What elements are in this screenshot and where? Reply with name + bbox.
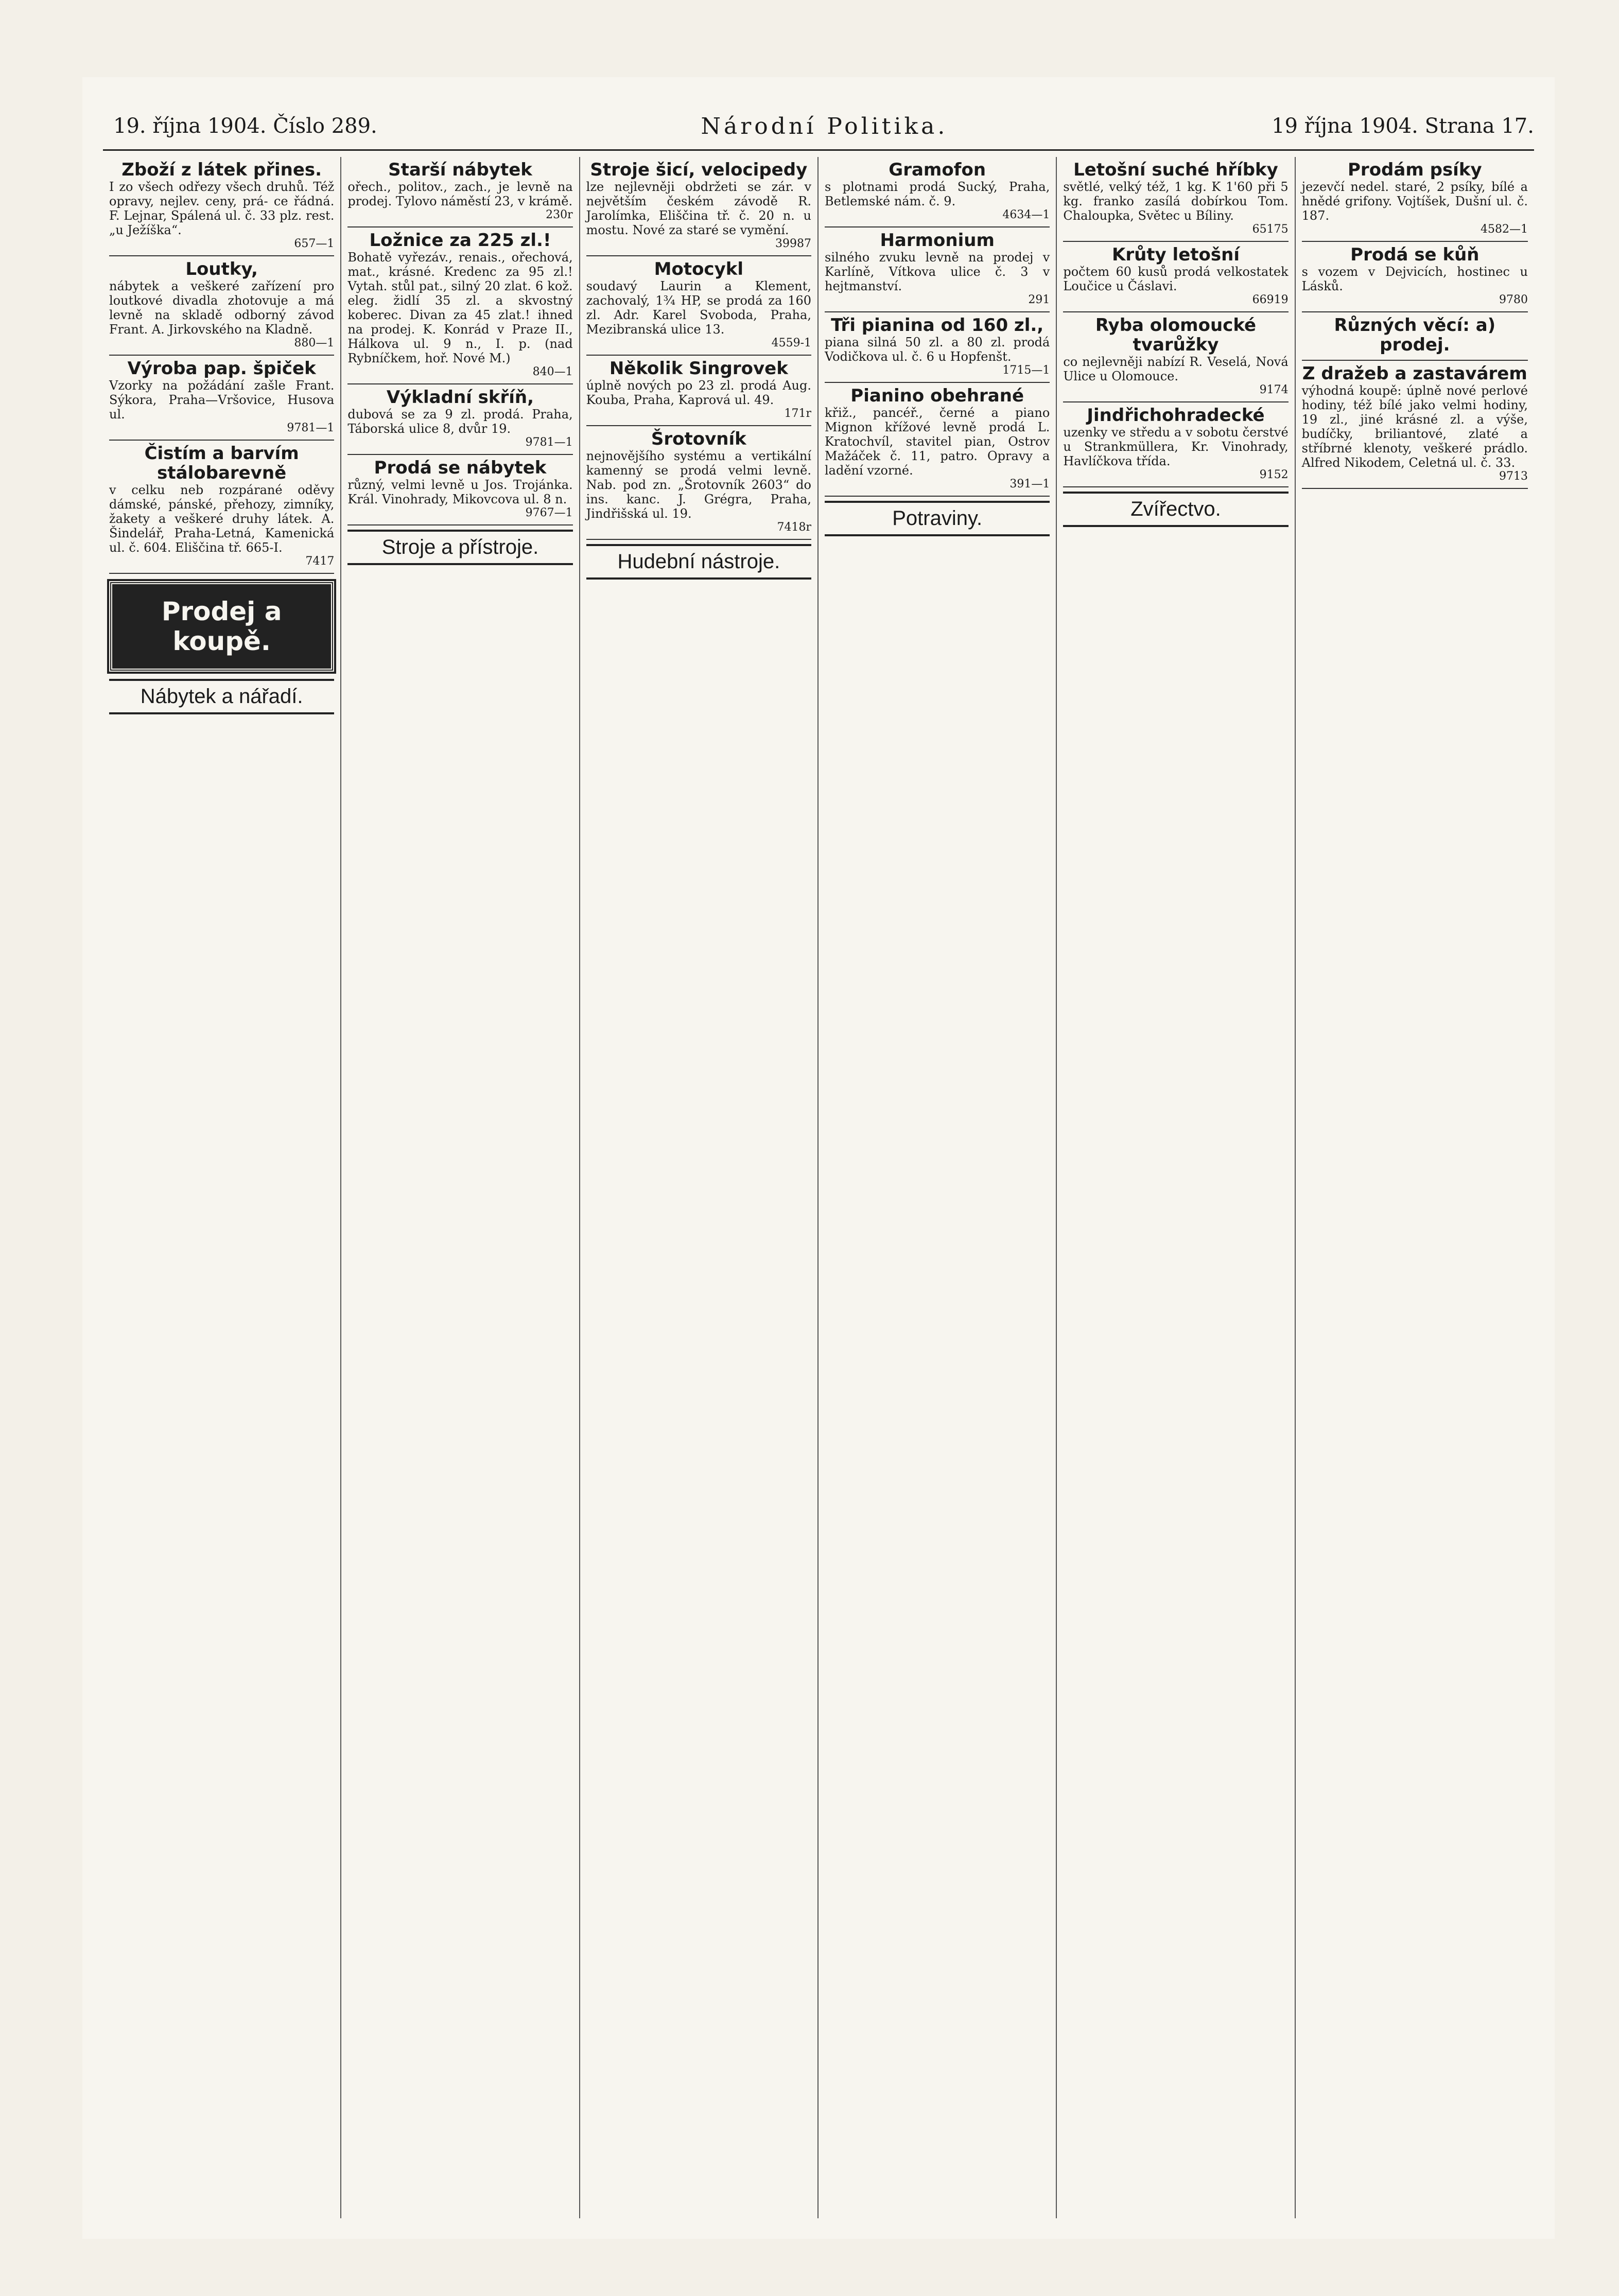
header-rule bbox=[103, 149, 1534, 151]
ad-title: Zboží z látek přines. bbox=[121, 160, 322, 180]
column-2 bbox=[341, 157, 580, 2218]
ad-text: s plotnami prodá Sucký, Praha, Betlemské nám. č. 9. bbox=[825, 180, 1050, 208]
classified-ad bbox=[347, 157, 572, 227]
ad-title: Gramofon bbox=[889, 160, 986, 180]
ad-text: piana silná 50 zl. a 80 zl. prodá Vodičkova ul. č. 6 u Hopfenšt. bbox=[825, 335, 1050, 364]
ad-code: 7418r bbox=[777, 521, 811, 534]
ad-text: nejnovějšího systému a vertikální kamenný se prodá velmi levně. Nab. pod zn. „Šrotovník 2603“ do ins. kanc. J. Grégra, Praha, Jindřišská ul. 19. bbox=[586, 449, 811, 521]
classified-ad bbox=[347, 455, 572, 525]
ad-title: Čistím a barvím stálobarevně bbox=[144, 443, 299, 483]
classified-ad bbox=[586, 426, 811, 540]
ad-title: Letošní suché hříbky bbox=[1073, 160, 1278, 180]
ad-title: Prodá se nábytek bbox=[374, 458, 547, 478]
column-3 bbox=[580, 157, 819, 2218]
ad-text: dubová se za 9 zl. prodá. Praha, Táborská ulice 8, dvůr 19. bbox=[347, 407, 573, 436]
classified-ad bbox=[586, 356, 811, 426]
ad-title: Motocykl bbox=[654, 259, 744, 279]
ad-code: 9781—1 bbox=[287, 422, 335, 434]
classified-ad bbox=[1063, 312, 1288, 402]
classified-ad bbox=[825, 312, 1050, 383]
classified-ad bbox=[109, 441, 334, 574]
ad-code: 4559-1 bbox=[771, 337, 811, 349]
ad-text: silného zvuku levně na prodej v Karlíně, Vítkova ulice č. 3 v hejtmanství. bbox=[825, 250, 1050, 293]
ad-title: Ryba olomoucké tvarůžky bbox=[1095, 315, 1257, 355]
ad-code: 9781—1 bbox=[525, 436, 573, 449]
ad-text: v celku neb rozpárané oděvy dámské, pánské, přehozy, zimníky, žakety a veškeré druhy látek. A. Šindelář, Praha-Letná, Kamenická ul. č. 604. Eliščina tř. 665-I. bbox=[109, 483, 335, 555]
section-banner: Prodej a koupě. bbox=[109, 581, 334, 672]
ad-code: 9780 bbox=[1499, 293, 1528, 306]
section-music: Hudební nástroje. bbox=[586, 544, 811, 580]
ad-title: Ložnice za 225 zl.! bbox=[369, 230, 551, 251]
ad-text: uzenky ve středu a v sobotu čerstvé u Strankmüllera, Kr. Vinohrady, Havlíčkova třída. bbox=[1063, 425, 1289, 468]
ad-title: Loutky, bbox=[185, 259, 258, 279]
header-date-page: 19 října 1904. Strana 17. bbox=[1272, 114, 1534, 138]
header-date-issue: 19. října 1904. Číslo 289. bbox=[113, 114, 377, 138]
column-1 bbox=[103, 157, 341, 2218]
ad-title: Z dražeb a zastavárem bbox=[1302, 363, 1527, 384]
ad-title: Krůty letošní bbox=[1111, 244, 1240, 265]
ad-code: 4634—1 bbox=[1002, 208, 1050, 221]
ad-code: 7417 bbox=[305, 555, 335, 568]
ad-code: 9174 bbox=[1259, 383, 1289, 396]
ad-title: Harmonium bbox=[880, 230, 995, 251]
ad-text: nábytek a veškeré zařízení pro loutkové divadla zhotovuje a má levně na skladě odborný závod Frant. A. Jirkovského na Kladně. bbox=[109, 279, 335, 337]
classified-ad bbox=[1063, 402, 1288, 487]
ad-text: počtem 60 kusů prodá velkostatek Loučice u Čáslavi. bbox=[1063, 265, 1289, 293]
classified-ad bbox=[825, 227, 1050, 312]
ad-code: 9152 bbox=[1259, 468, 1289, 481]
classified-ad bbox=[109, 157, 334, 256]
ad-code: 1715—1 bbox=[1002, 364, 1050, 377]
newspaper-page bbox=[82, 77, 1555, 2239]
ad-title: Několik Singrovek bbox=[609, 358, 788, 379]
ad-text: různý, velmi levně u Jos. Trojánka. Král. Vinohrady, Mikovcova ul. 8 n. bbox=[347, 478, 573, 506]
section-animals: Zvířectvo. bbox=[1063, 492, 1288, 527]
ad-title: Výkladní skříň, bbox=[386, 387, 534, 408]
section-machines: Stroje a přístroje. bbox=[347, 530, 572, 565]
ad-code: 9767—1 bbox=[525, 506, 573, 519]
ad-text: co nejlevněji nabízí R. Veselá, Nová Ulice u Olomouce. bbox=[1063, 355, 1289, 383]
classified-ad bbox=[347, 227, 572, 384]
ad-text: lze nejlevněji obdržeti se zár. v největším českém závodě R. Jarolímka, Eliščina tř. č. 20 n. u mostu. Nové za staré se vymění. bbox=[586, 180, 811, 237]
classified-ad bbox=[825, 383, 1050, 497]
column-6 bbox=[1296, 157, 1534, 2218]
ad-text: I zo všech odřezy všech druhů. Též opravy, nejlev. ceny, prá- ce řádná. F. Lejnar, Spálená ul. č. 33 plz. rest. „u Ježíška“. bbox=[109, 180, 335, 237]
ad-code: 880—1 bbox=[294, 337, 335, 349]
ad-code: 4582—1 bbox=[1481, 223, 1528, 236]
classified-ad bbox=[347, 384, 572, 455]
ad-title: Výroba pap. špiček bbox=[127, 358, 316, 379]
ad-code: 291 bbox=[1028, 293, 1050, 306]
ad-text: Vzorky na požádání zašle Frant. Sýkora, Praha—Vršovice, Husova ul. bbox=[109, 378, 335, 422]
ad-text: výhodná koupě: úplně nové perlové hodiny, též bílé jako velmi hodiny, 19 zl., jiné krásné zl. a výše, budíčky, briliantové, zlaté a stříbrné klenoty, veškeré prádlo. Alfred Nikodem, Celetná ul. č. 33. bbox=[1301, 383, 1528, 470]
classified-ad bbox=[109, 256, 334, 356]
classified-ad bbox=[1302, 361, 1528, 489]
ad-text: s vozem v Dejvicích, hostinec u Lásků. bbox=[1301, 265, 1528, 293]
ad-columns bbox=[103, 157, 1534, 2218]
ad-code: 66919 bbox=[1252, 293, 1289, 306]
ad-code: 171r bbox=[784, 407, 811, 420]
classified-ad bbox=[1302, 312, 1528, 361]
ad-title: Prodá se kůň bbox=[1350, 244, 1479, 265]
classified-ad bbox=[1302, 157, 1528, 242]
classified-ad bbox=[1302, 242, 1528, 312]
column-4 bbox=[819, 157, 1057, 2218]
section-furniture: Nábytek a nářadí. bbox=[109, 679, 334, 714]
ad-title: Tři pianina od 160 zl., bbox=[831, 315, 1044, 336]
ad-title: Jindřichohradecké bbox=[1087, 405, 1265, 426]
ad-title: Starší nábytek bbox=[388, 160, 532, 180]
ad-code: 39987 bbox=[775, 237, 811, 250]
classified-ad bbox=[1063, 242, 1288, 312]
ad-text: úplně nových po 23 zl. prodá Aug. Kouba, Praha, Kaprová ul. 49. bbox=[586, 378, 811, 407]
ad-text: ořech., politov., zach., je levně na prodej. Tylovo náměstí 23, v krámě. bbox=[347, 180, 573, 208]
ad-text: křiž., pancéř., černé a piano Mignon křížové levně prodá L. Kratochvíl, stavitel pian, Ostrov Mažáček č. 11, patro. Opravy a ladění vzorné. bbox=[825, 406, 1050, 478]
ad-title: Prodám psíky bbox=[1348, 160, 1482, 180]
classified-ad bbox=[586, 256, 811, 356]
masthead-title: Národní Politika. bbox=[701, 113, 948, 139]
classified-ad bbox=[586, 157, 811, 256]
ad-title: Stroje šicí, velocipedy bbox=[590, 160, 808, 180]
ad-code: 230r bbox=[546, 208, 573, 221]
ad-text: jezevčí nedel. staré, 2 psíky, bílé a hnědé grifony. Vojtíšek, Dušní ul. č. 187. bbox=[1301, 180, 1528, 223]
ad-text: světlé, velký též, 1 kg. K 1'60 při 5 kg. franko zasílá dobírkou Tom. Chaloupka, Světec u Bíliny. bbox=[1063, 180, 1289, 223]
classified-ad bbox=[109, 356, 334, 441]
classified-ad bbox=[1063, 157, 1288, 242]
ad-code: 65175 bbox=[1252, 223, 1289, 236]
ad-code: 840—1 bbox=[532, 365, 573, 378]
ad-code: 657—1 bbox=[294, 237, 335, 250]
ad-title: Různých věcí: a) prodej. bbox=[1334, 315, 1496, 355]
ad-code: 391—1 bbox=[1009, 478, 1050, 490]
ad-text: soudavý Laurin a Klement, zachovalý, 1¾ HP, se prodá za 160 zl. Adr. Karel Svoboda, Praha, Mezibranská ulice 13. bbox=[586, 279, 811, 337]
page-header bbox=[113, 108, 1534, 144]
ad-text: Bohatě vyřezáv., renais., ořechová, mat., krásné. Kredenc za 95 zl.! Vytah. stůl pat., silný 20 zlat. 6 kož. eleg. židlí 35 zl. a skvostný koberec. Divan za 45 zlat.! ihned na prodej. K. Konrád v Praze II., Hálkova ul. 9 n., I. p. (nad Rybníčkem, hoř. Nové M.) bbox=[347, 250, 573, 365]
classified-ad bbox=[825, 157, 1050, 227]
column-5 bbox=[1057, 157, 1295, 2218]
section-food: Potraviny. bbox=[825, 501, 1050, 536]
ad-title: Pianino obehrané bbox=[850, 385, 1024, 406]
ad-code: 9713 bbox=[1499, 470, 1528, 483]
ad-title: Šrotovník bbox=[651, 429, 746, 449]
